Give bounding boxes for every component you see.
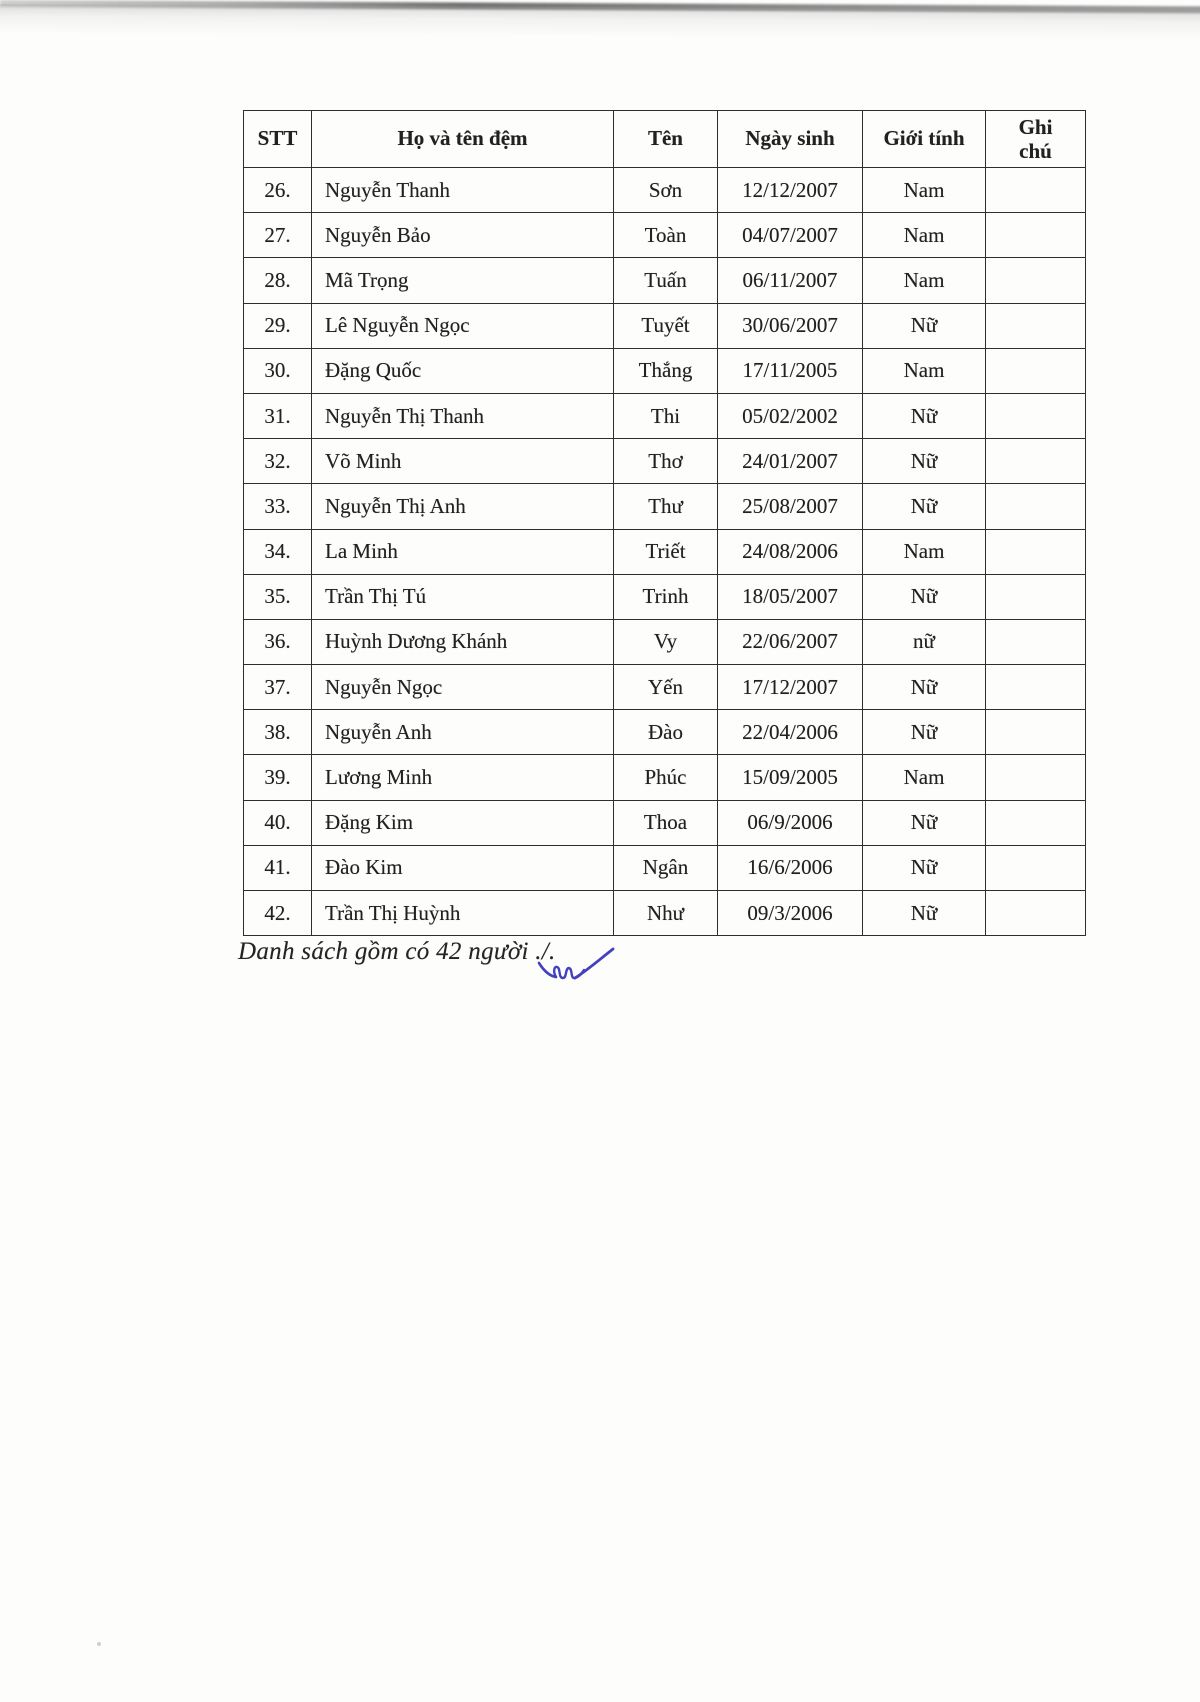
- cell-ghi-chu: [986, 439, 1086, 484]
- cell-ten: Thư: [614, 484, 718, 529]
- cell-ngay-sinh: 22/04/2006: [718, 710, 863, 755]
- cell-ngay-sinh: 04/07/2007: [718, 213, 863, 258]
- table-row: [244, 619, 1086, 664]
- cell-stt: 38.: [244, 710, 312, 755]
- col-header-stt: STT: [244, 111, 312, 168]
- cell-stt: 40.: [244, 800, 312, 845]
- table-row: [244, 168, 1086, 213]
- cell-stt: 27.: [244, 213, 312, 258]
- col-header-ngay-sinh: Ngày sinh: [718, 111, 863, 168]
- table-header-row: [244, 111, 1086, 168]
- cell-ten: Thắng: [614, 348, 718, 393]
- table-row: [244, 258, 1086, 303]
- cell-ten: Tuyết: [614, 303, 718, 348]
- cell-ghi-chu: [986, 168, 1086, 213]
- table-row: [244, 484, 1086, 529]
- cell-stt: 39.: [244, 755, 312, 800]
- cell-stt: 36.: [244, 619, 312, 664]
- cell-gioi-tinh: Nam: [863, 213, 986, 258]
- cell-ngay-sinh: 17/11/2005: [718, 348, 863, 393]
- cell-stt: 37.: [244, 665, 312, 710]
- cell-stt: 30.: [244, 348, 312, 393]
- table-row: [244, 439, 1086, 484]
- cell-ghi-chu: [986, 484, 1086, 529]
- cell-gioi-tinh: nữ: [863, 619, 986, 664]
- cell-gioi-tinh: Nữ: [863, 484, 986, 529]
- cell-stt: 32.: [244, 439, 312, 484]
- cell-ho-va-ten-dem: Nguyễn Thị Anh: [312, 484, 614, 529]
- cell-ngay-sinh: 12/12/2007: [718, 168, 863, 213]
- cell-ngay-sinh: 15/09/2005: [718, 755, 863, 800]
- cell-gioi-tinh: Nam: [863, 755, 986, 800]
- table-row: [244, 800, 1086, 845]
- footer-note-text: Danh sách gồm có 42 người ./.: [238, 938, 556, 965]
- table-row: [244, 710, 1086, 755]
- cell-ngay-sinh: 16/6/2006: [718, 845, 863, 890]
- table-row: [244, 845, 1086, 890]
- cell-ten: Thoa: [614, 800, 718, 845]
- cell-ho-va-ten-dem: Mã Trọng: [312, 258, 614, 303]
- cell-stt: 42.: [244, 891, 312, 936]
- cell-ho-va-ten-dem: Đào Kim: [312, 845, 614, 890]
- cell-stt: 26.: [244, 168, 312, 213]
- cell-stt: 35.: [244, 574, 312, 619]
- cell-ten: Đào: [614, 710, 718, 755]
- cell-ngay-sinh: 06/9/2006: [718, 800, 863, 845]
- cell-ho-va-ten-dem: Nguyễn Thị Thanh: [312, 393, 614, 438]
- table-row: [244, 891, 1086, 936]
- footer-note: [238, 938, 556, 966]
- student-roster-table: [243, 110, 1086, 936]
- table-row: [244, 213, 1086, 258]
- cell-stt: 29.: [244, 303, 312, 348]
- cell-ten: Như: [614, 891, 718, 936]
- cell-gioi-tinh: Nữ: [863, 891, 986, 936]
- cell-ngay-sinh: 09/3/2006: [718, 891, 863, 936]
- cell-gioi-tinh: Nam: [863, 168, 986, 213]
- cell-ho-va-ten-dem: Lê Nguyễn Ngọc: [312, 303, 614, 348]
- cell-gioi-tinh: Nữ: [863, 574, 986, 619]
- table-row: [244, 393, 1086, 438]
- cell-stt: 28.: [244, 258, 312, 303]
- cell-ghi-chu: [986, 710, 1086, 755]
- cell-ghi-chu: [986, 891, 1086, 936]
- cell-ngay-sinh: 05/02/2002: [718, 393, 863, 438]
- cell-ho-va-ten-dem: Võ Minh: [312, 439, 614, 484]
- table-row: [244, 303, 1086, 348]
- cell-ngay-sinh: 17/12/2007: [718, 665, 863, 710]
- cell-ten: Trinh: [614, 574, 718, 619]
- cell-ngay-sinh: 22/06/2007: [718, 619, 863, 664]
- cell-ten: Yến: [614, 665, 718, 710]
- cell-stt: 41.: [244, 845, 312, 890]
- table-row: [244, 348, 1086, 393]
- cell-ten: Thơ: [614, 439, 718, 484]
- cell-stt: 33.: [244, 484, 312, 529]
- cell-ho-va-ten-dem: Lương Minh: [312, 755, 614, 800]
- cell-stt: 34.: [244, 529, 312, 574]
- cell-ten: Thi: [614, 393, 718, 438]
- cell-gioi-tinh: Nữ: [863, 439, 986, 484]
- table-row: [244, 755, 1086, 800]
- cell-ho-va-ten-dem: La Minh: [312, 529, 614, 574]
- cell-gioi-tinh: Nữ: [863, 393, 986, 438]
- col-header-ghi-chu-label: Ghi chú: [1018, 114, 1053, 163]
- cell-ten: Tuấn: [614, 258, 718, 303]
- cell-ngay-sinh: 06/11/2007: [718, 258, 863, 303]
- cell-ghi-chu: [986, 755, 1086, 800]
- cell-ghi-chu: [986, 393, 1086, 438]
- cell-gioi-tinh: Nữ: [863, 710, 986, 755]
- cell-gioi-tinh: Nam: [863, 348, 986, 393]
- col-header-ghi-chu: [986, 111, 1086, 168]
- table-row: [244, 529, 1086, 574]
- cell-ngay-sinh: 24/01/2007: [718, 439, 863, 484]
- cell-ngay-sinh: 25/08/2007: [718, 484, 863, 529]
- cell-gioi-tinh: Nữ: [863, 665, 986, 710]
- cell-ghi-chu: [986, 619, 1086, 664]
- cell-gioi-tinh: Nữ: [863, 800, 986, 845]
- cell-ho-va-ten-dem: Trần Thị Huỳnh: [312, 891, 614, 936]
- cell-ho-va-ten-dem: Huỳnh Dương Khánh: [312, 619, 614, 664]
- table-row: [244, 574, 1086, 619]
- pen-signature-squiggle-icon: [537, 946, 619, 990]
- scan-artifact-top-wash: [0, 4, 1200, 40]
- scan-artifact-speck: [97, 1642, 101, 1646]
- cell-ghi-chu: [986, 258, 1086, 303]
- cell-ngay-sinh: 30/06/2007: [718, 303, 863, 348]
- cell-ngay-sinh: 24/08/2006: [718, 529, 863, 574]
- cell-gioi-tinh: Nam: [863, 258, 986, 303]
- cell-ho-va-ten-dem: Nguyễn Anh: [312, 710, 614, 755]
- cell-ten: Ngân: [614, 845, 718, 890]
- col-header-ho-va-ten-dem: Họ và tên đệm: [312, 111, 614, 168]
- cell-ho-va-ten-dem: Đặng Kim: [312, 800, 614, 845]
- cell-ghi-chu: [986, 665, 1086, 710]
- col-header-ten: Tên: [614, 111, 718, 168]
- cell-ghi-chu: [986, 348, 1086, 393]
- cell-ghi-chu: [986, 574, 1086, 619]
- cell-ten: Triết: [614, 529, 718, 574]
- cell-stt: 31.: [244, 393, 312, 438]
- cell-ho-va-ten-dem: Nguyễn Bảo: [312, 213, 614, 258]
- cell-ho-va-ten-dem: Nguyễn Thanh: [312, 168, 614, 213]
- cell-gioi-tinh: Nam: [863, 529, 986, 574]
- cell-gioi-tinh: Nữ: [863, 845, 986, 890]
- cell-ghi-chu: [986, 303, 1086, 348]
- cell-ten: Toàn: [614, 213, 718, 258]
- cell-ho-va-ten-dem: Trần Thị Tú: [312, 574, 614, 619]
- cell-ho-va-ten-dem: Nguyễn Ngọc: [312, 665, 614, 710]
- table-row: [244, 665, 1086, 710]
- cell-ten: Vy: [614, 619, 718, 664]
- col-header-gioi-tinh: Giới tính: [863, 111, 986, 168]
- cell-gioi-tinh: Nữ: [863, 303, 986, 348]
- cell-ngay-sinh: 18/05/2007: [718, 574, 863, 619]
- cell-ten: Sơn: [614, 168, 718, 213]
- cell-ghi-chu: [986, 529, 1086, 574]
- cell-ho-va-ten-dem: Đặng Quốc: [312, 348, 614, 393]
- cell-ten: Phúc: [614, 755, 718, 800]
- cell-ghi-chu: [986, 800, 1086, 845]
- cell-ghi-chu: [986, 845, 1086, 890]
- cell-ghi-chu: [986, 213, 1086, 258]
